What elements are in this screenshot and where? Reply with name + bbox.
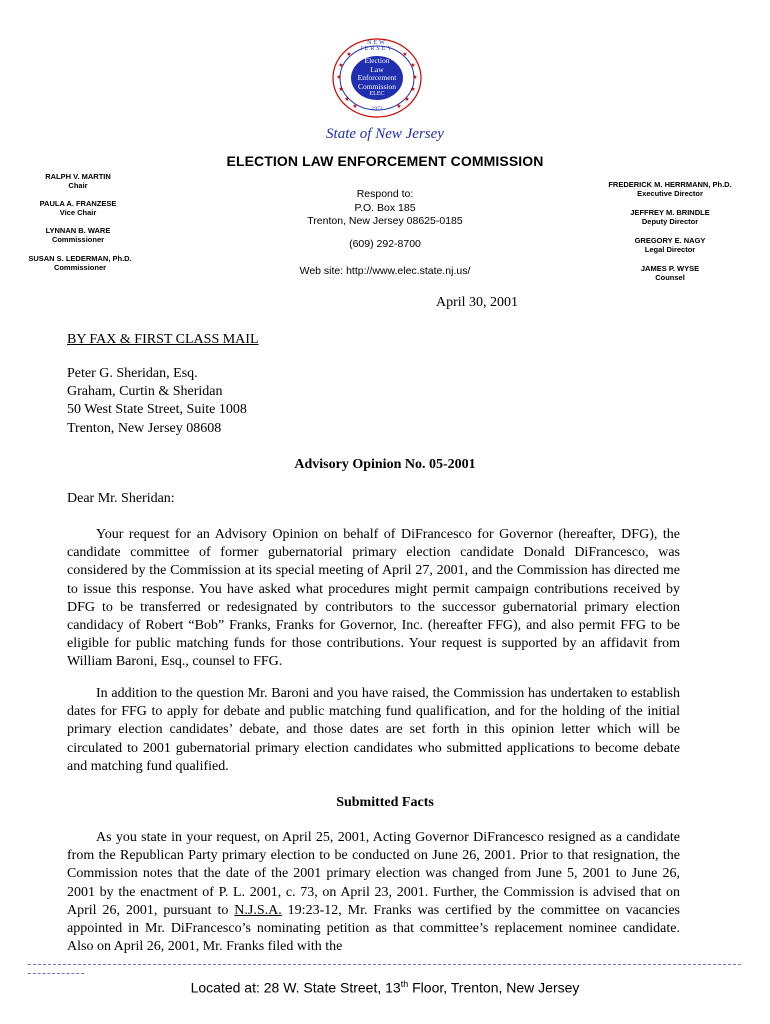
- svg-text:★: ★: [338, 62, 344, 69]
- section-heading: Submitted Facts: [336, 795, 434, 810]
- delivery-method: [67, 331, 259, 349]
- svg-text:★: ★: [344, 96, 350, 103]
- member-role: Commissioner: [53, 263, 107, 272]
- svg-text:★: ★: [338, 86, 344, 93]
- seal-line: Law: [370, 64, 384, 74]
- member-role: Vice Chair: [59, 208, 97, 217]
- member-name: SUSAN S. LEDERMAN, Ph.D.: [28, 254, 132, 263]
- seal-line: Commission: [358, 81, 396, 91]
- statute-citation: N.J.S.A.: [234, 902, 282, 918]
- website: Web site: http://www.elec.state.nj.us/: [299, 265, 471, 277]
- recipient-address: [67, 365, 247, 438]
- staff-name: JEFFREY M. BRINDLE: [630, 208, 710, 217]
- seal-year: 1973: [371, 106, 383, 112]
- seal-center-text: [347, 57, 407, 97]
- seal-line: Enforcement: [357, 73, 397, 82]
- seal-line: Election: [364, 56, 390, 65]
- city-zip: Trenton, New Jersey 08625-0185: [307, 215, 463, 227]
- subject-heading: Advisory Opinion No. 05-2001: [294, 457, 476, 472]
- address-line: Graham, Curtin & Sheridan: [67, 384, 223, 400]
- staff-role: Legal Director: [644, 245, 696, 254]
- staff-role: Executive Director: [637, 189, 703, 198]
- footer-location: [0, 979, 770, 996]
- po-box: P.O. Box 185: [354, 201, 416, 214]
- svg-text:★: ★: [402, 51, 408, 58]
- member-name: RALPH V. MARTIN: [45, 172, 111, 181]
- address-line: Trenton, New Jersey 08608: [67, 420, 222, 436]
- footer-suffix: Floor, Trenton, New Jersey: [408, 979, 580, 996]
- member-role: Commissioner: [51, 235, 105, 244]
- paragraph-1: Your request for an Advisory Opinion on behalf of DiFrancesco for Governor (hereafter, DFG), the candidate committee of former gubernatorial primary election candidate Donald DiFrancesco, was considered by the Commission at its special meeting of April 27, 2001, and the Commission has directed me to issue this response. You have asked what procedures might permit campaign contributions received by DFG to be transferred or redesignated by contributors to the successor gubernatorial primary election candidacy of Robert “Bob” Franks, Franks for Governor, Inc. (hereafter FFG), and also permit FFG to be eligible for public matching funds for those contributions. Your request is supported by an affidavit from William Baroni, Esq., counsel to FFG.: [67, 527, 680, 670]
- paragraph-3: [67, 829, 680, 956]
- elec-seal: [331, 37, 423, 119]
- paragraph-2: In addition to the question Mr. Baroni and you have raised, the Commission has undertaken to establish dates for FFG to apply for debate and public matching fund qualification, and for the holding of the initial primary election candidates’ debate, and those dates are set forth in this opinion letter which will be circulated to 2001 gubernatorial primary election candidates who submitted applications to become debate and matching fund qualified.: [67, 686, 680, 774]
- state-title: State of New Jersey: [326, 126, 444, 142]
- commission-title: ELECTION LAW ENFORCEMENT COMMISSION: [226, 153, 544, 169]
- svg-text:★: ★: [410, 62, 416, 69]
- phone-number: (609) 292-8700: [349, 238, 421, 250]
- salutation: Dear Mr. Sheridan:: [67, 491, 175, 506]
- member-name: LYNNAN B. WARE: [45, 226, 111, 235]
- staff-name: JAMES P. WYSE: [640, 264, 700, 273]
- svg-text:★: ★: [336, 74, 342, 81]
- svg-text:★: ★: [410, 86, 416, 93]
- para3-text-a: As you state in your request, on April 25, 2001, Acting Governor DiFrancesco resigned as a candidate from the Republican Party primary election to be conducted on June 26, 2001. Prior to that resignation, the Commission notes that the date of the 2001 primary election was changed from June 5, 2001 to June 26, 2001 by the enactment of P. L. 2001, c. 73, on April 23, 2001. Further, the Commission is advised that on April 26, 2001, pursuant to: [67, 830, 680, 918]
- staff-role: Deputy Director: [641, 217, 699, 226]
- svg-text:★: ★: [352, 103, 358, 110]
- member-role: Chair: [68, 181, 88, 190]
- mailing-address: [0, 188, 770, 229]
- svg-text:★: ★: [404, 96, 410, 103]
- seal-ring-text: NEW JERSEY: [360, 40, 394, 52]
- svg-text:★: ★: [346, 51, 352, 58]
- svg-text:★: ★: [412, 74, 418, 81]
- letter-date: April 30, 2001: [436, 295, 519, 310]
- staff-name: FREDERICK M. HERRMANN, Ph.D.: [608, 180, 732, 189]
- footer-prefix: Located at: 28 W. State Street, 13: [190, 979, 401, 996]
- footer-divider-short: [28, 973, 84, 974]
- address-line: Peter G. Sheridan, Esq.: [67, 366, 198, 381]
- respond-to: Respond to:: [356, 188, 414, 200]
- footer-sup: th: [400, 979, 409, 989]
- seal-abbr: ELEC: [369, 91, 385, 97]
- delivery-text: BY FAX & FIRST CLASS MAIL: [67, 332, 259, 347]
- svg-text:★: ★: [396, 103, 402, 110]
- address-line: 50 West State Street, Suite 1008: [67, 402, 247, 418]
- footer-divider: [28, 964, 741, 965]
- staff-name: GREGORY E. NAGY: [634, 236, 706, 245]
- staff-role: Counsel: [655, 273, 685, 282]
- member-name: PAULA A. FRANZESE: [39, 199, 117, 208]
- para3-text-b: 19:23-12, Mr. Franks was certified by the committee on vacancies appointed in Mr. DiFrancesco’s nominating petition as that committee’s replacement nominee candidate. Also on April 26, 2001, Mr. Franks filed with the: [67, 902, 680, 955]
